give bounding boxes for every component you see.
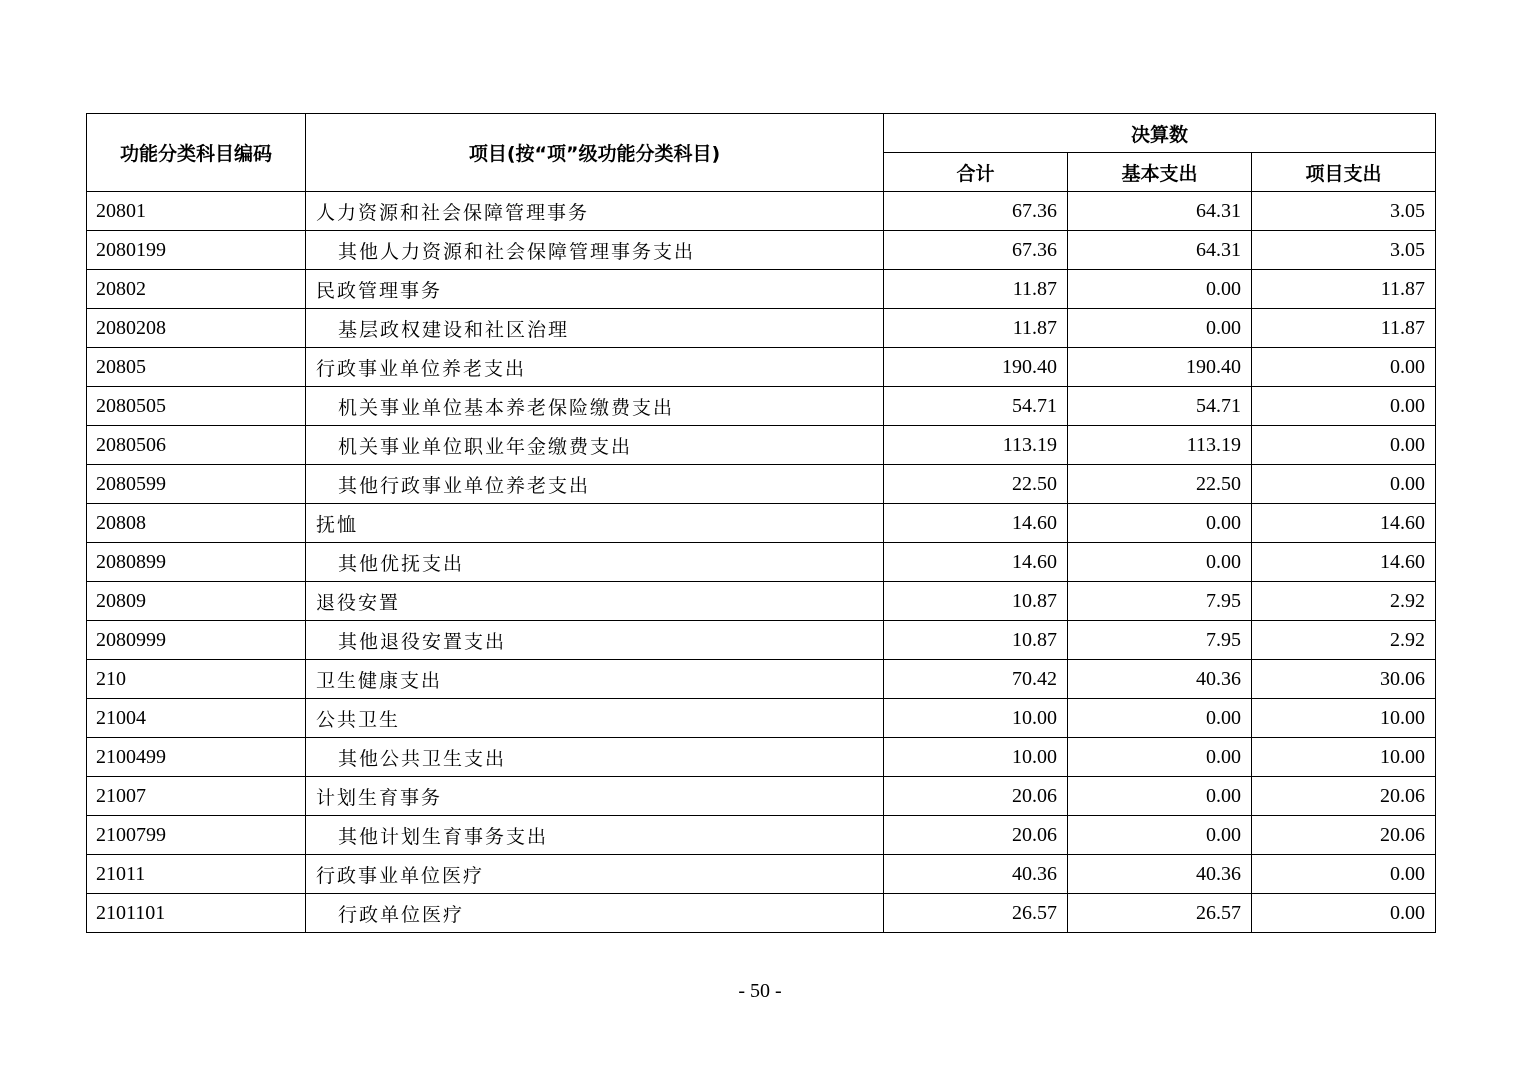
cell-total: 10.00: [884, 699, 1068, 738]
cell-item: 行政事业单位养老支出: [306, 348, 884, 387]
cell-project: 0.00: [1252, 855, 1436, 894]
cell-code: 2080199: [87, 231, 306, 270]
cell-item: 人力资源和社会保障管理事务: [306, 192, 884, 231]
cell-basic: 0.00: [1068, 699, 1252, 738]
cell-project: 0.00: [1252, 465, 1436, 504]
cell-total: 54.71: [884, 387, 1068, 426]
cell-basic: 0.00: [1068, 816, 1252, 855]
table-body: [87, 192, 1436, 933]
cell-project: 0.00: [1252, 426, 1436, 465]
cell-code: 20809: [87, 582, 306, 621]
cell-code: 2080505: [87, 387, 306, 426]
table-row: [87, 270, 1436, 309]
cell-basic: 0.00: [1068, 543, 1252, 582]
cell-total: 11.87: [884, 309, 1068, 348]
cell-total: 10.00: [884, 738, 1068, 777]
cell-project: 20.06: [1252, 777, 1436, 816]
table-row: [87, 582, 1436, 621]
cell-basic: 26.57: [1068, 894, 1252, 933]
cell-code: 2080899: [87, 543, 306, 582]
cell-code: 2080599: [87, 465, 306, 504]
cell-code: 2080999: [87, 621, 306, 660]
cell-project: 14.60: [1252, 504, 1436, 543]
table-row: [87, 894, 1436, 933]
cell-basic: 22.50: [1068, 465, 1252, 504]
cell-code: 21011: [87, 855, 306, 894]
cell-item: 其他公共卫生支出: [306, 738, 884, 777]
table-row: [87, 738, 1436, 777]
cell-total: 10.87: [884, 621, 1068, 660]
cell-total: 113.19: [884, 426, 1068, 465]
cell-project: 10.00: [1252, 738, 1436, 777]
cell-total: 14.60: [884, 504, 1068, 543]
cell-project: 0.00: [1252, 387, 1436, 426]
cell-basic: 40.36: [1068, 855, 1252, 894]
cell-basic: 7.95: [1068, 582, 1252, 621]
table-row: [87, 309, 1436, 348]
cell-project: 11.87: [1252, 309, 1436, 348]
page-number: - 50 -: [738, 980, 782, 1002]
table-header: [87, 114, 1436, 192]
cell-item: 其他人力资源和社会保障管理事务支出: [306, 231, 884, 270]
cell-item: 其他行政事业单位养老支出: [306, 465, 884, 504]
cell-project: 2.92: [1252, 582, 1436, 621]
table-row: [87, 816, 1436, 855]
cell-project: 0.00: [1252, 348, 1436, 387]
cell-basic: 0.00: [1068, 309, 1252, 348]
table-row: [87, 387, 1436, 426]
cell-total: 40.36: [884, 855, 1068, 894]
header-item: 项目(按“项”级功能分类科目): [306, 114, 884, 192]
cell-code: 2100499: [87, 738, 306, 777]
cell-basic: 7.95: [1068, 621, 1252, 660]
cell-code: 2080506: [87, 426, 306, 465]
cell-basic: 0.00: [1068, 777, 1252, 816]
cell-total: 70.42: [884, 660, 1068, 699]
table-row: [87, 465, 1436, 504]
table-row: [87, 348, 1436, 387]
table-row: [87, 699, 1436, 738]
cell-total: 14.60: [884, 543, 1068, 582]
header-project: 项目支出: [1252, 153, 1436, 192]
header-code: 功能分类科目编码: [87, 114, 306, 192]
cell-project: 0.00: [1252, 894, 1436, 933]
cell-item: 计划生育事务: [306, 777, 884, 816]
cell-item: 机关事业单位职业年金缴费支出: [306, 426, 884, 465]
cell-project: 10.00: [1252, 699, 1436, 738]
cell-item: 抚恤: [306, 504, 884, 543]
cell-code: 2100799: [87, 816, 306, 855]
cell-total: 20.06: [884, 816, 1068, 855]
cell-basic: 40.36: [1068, 660, 1252, 699]
cell-code: 20801: [87, 192, 306, 231]
cell-project: 20.06: [1252, 816, 1436, 855]
cell-total: 11.87: [884, 270, 1068, 309]
budget-table-container: [86, 113, 1435, 933]
cell-basic: 64.31: [1068, 192, 1252, 231]
table-row: [87, 621, 1436, 660]
cell-total: 190.40: [884, 348, 1068, 387]
cell-basic: 0.00: [1068, 270, 1252, 309]
cell-item: 行政事业单位医疗: [306, 855, 884, 894]
table-row: [87, 855, 1436, 894]
table-row: [87, 777, 1436, 816]
cell-total: 20.06: [884, 777, 1068, 816]
header-group: 决算数: [884, 114, 1436, 153]
cell-item: 行政单位医疗: [306, 894, 884, 933]
cell-item: 公共卫生: [306, 699, 884, 738]
cell-item: 其他退役安置支出: [306, 621, 884, 660]
table-row: [87, 192, 1436, 231]
cell-code: 21007: [87, 777, 306, 816]
cell-basic: 0.00: [1068, 504, 1252, 543]
cell-basic: 54.71: [1068, 387, 1252, 426]
cell-project: 2.92: [1252, 621, 1436, 660]
cell-basic: 0.00: [1068, 738, 1252, 777]
cell-basic: 113.19: [1068, 426, 1252, 465]
cell-item: 民政管理事务: [306, 270, 884, 309]
cell-code: 21004: [87, 699, 306, 738]
cell-item: 退役安置: [306, 582, 884, 621]
cell-total: 67.36: [884, 231, 1068, 270]
cell-code: 210: [87, 660, 306, 699]
cell-code: 2101101: [87, 894, 306, 933]
cell-total: 22.50: [884, 465, 1068, 504]
cell-code: 2080208: [87, 309, 306, 348]
cell-basic: 64.31: [1068, 231, 1252, 270]
cell-total: 67.36: [884, 192, 1068, 231]
budget-table: [86, 113, 1436, 933]
cell-item: 卫生健康支出: [306, 660, 884, 699]
table-row: [87, 231, 1436, 270]
table-row: [87, 504, 1436, 543]
cell-item: 其他优抚支出: [306, 543, 884, 582]
table-row: [87, 660, 1436, 699]
cell-item: 基层政权建设和社区治理: [306, 309, 884, 348]
cell-project: 3.05: [1252, 192, 1436, 231]
cell-total: 26.57: [884, 894, 1068, 933]
cell-project: 11.87: [1252, 270, 1436, 309]
table-row: [87, 543, 1436, 582]
cell-item: 其他计划生育事务支出: [306, 816, 884, 855]
cell-total: 10.87: [884, 582, 1068, 621]
table-row: [87, 426, 1436, 465]
cell-item: 机关事业单位基本养老保险缴费支出: [306, 387, 884, 426]
cell-project: 3.05: [1252, 231, 1436, 270]
cell-code: 20805: [87, 348, 306, 387]
cell-code: 20802: [87, 270, 306, 309]
cell-project: 14.60: [1252, 543, 1436, 582]
header-total: 合计: [884, 153, 1068, 192]
cell-basic: 190.40: [1068, 348, 1252, 387]
cell-project: 30.06: [1252, 660, 1436, 699]
cell-code: 20808: [87, 504, 306, 543]
header-basic: 基本支出: [1068, 153, 1252, 192]
